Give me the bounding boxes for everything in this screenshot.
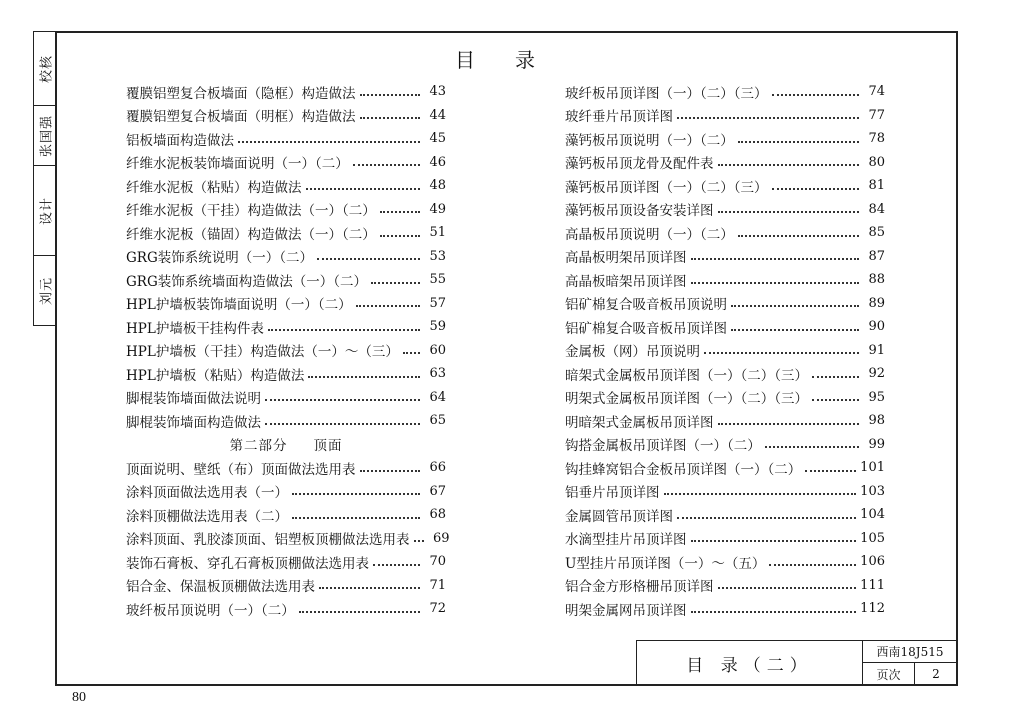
toc-entry-page: 105 xyxy=(860,530,885,546)
toc-entry-page: 53 xyxy=(429,248,446,264)
dot-leader xyxy=(731,305,859,307)
toc-entry xyxy=(565,174,885,198)
dot-leader xyxy=(317,258,420,260)
dot-leader xyxy=(812,399,859,401)
toc-entry-title: 脚棍装饰墙面做法说明 xyxy=(126,391,261,408)
dot-leader xyxy=(373,564,420,566)
toc-entry-page: 92 xyxy=(868,366,885,382)
toc-entry xyxy=(126,127,446,151)
toc-entry xyxy=(126,527,450,551)
dot-leader xyxy=(738,235,859,237)
toc-right-column xyxy=(565,80,885,621)
sidebar-label: 张国强 xyxy=(39,114,54,157)
toc-entry-page: 85 xyxy=(868,225,885,241)
dot-leader xyxy=(691,258,860,260)
toc-entry-page: 89 xyxy=(868,295,885,311)
signature-strip xyxy=(33,31,55,326)
toc-entry-page: 45 xyxy=(429,131,446,147)
toc-entry-page: 44 xyxy=(429,107,446,123)
toc-entry xyxy=(565,245,885,269)
toc-entry xyxy=(126,268,446,292)
toc-entry xyxy=(126,245,446,269)
toc-entry-title: 顶面说明、壁纸（布）顶面做法选用表 xyxy=(126,461,356,478)
toc-entry xyxy=(126,456,446,480)
toc-entry xyxy=(126,104,446,128)
dot-leader xyxy=(356,305,420,307)
dot-leader xyxy=(769,564,856,566)
dot-leader xyxy=(360,117,421,119)
toc-entry xyxy=(565,386,885,410)
toc-entry-title: 纤维水泥板（粘贴）构造做法 xyxy=(126,179,302,196)
title-block-page-value: 2 xyxy=(932,667,940,681)
toc-entry-page: 106 xyxy=(860,554,885,570)
toc-entry-title: 装饰石膏板、穿孔石膏板顶棚做法选用表 xyxy=(126,555,369,572)
dot-leader xyxy=(765,446,859,448)
toc-entry-page: 91 xyxy=(868,342,885,358)
title-block-page-label: 页次 xyxy=(863,663,915,685)
page-title: 目录 xyxy=(455,48,575,72)
toc-entry-title: 覆膜铝塑复合板墙面（明框）构造做法 xyxy=(126,109,356,126)
toc-entry-title: 明架式金属板吊顶详图（一）（二）（三） xyxy=(565,391,808,408)
toc-entry xyxy=(126,80,446,104)
toc-entry-page: 72 xyxy=(429,601,446,617)
dot-leader xyxy=(664,493,857,495)
toc-entry-page: 43 xyxy=(429,84,446,100)
title-block-name: 目 录（二） xyxy=(637,641,863,685)
sidebar-cell-designer-name xyxy=(34,256,55,326)
toc-entry-title: 铝垂片吊顶详图 xyxy=(565,485,660,502)
toc-entry-title: 玻纤板吊顶说明（一）（二） xyxy=(126,602,295,619)
toc-entry-title: 铝合金、保温板顶棚做法选用表 xyxy=(126,579,315,596)
toc-entry-title: 涂料顶棚做法选用表（二） xyxy=(126,508,288,525)
toc-entry-page: 111 xyxy=(860,577,885,593)
toc-entry-title: 金属板（网）吊顶说明 xyxy=(565,344,700,361)
dot-leader xyxy=(265,423,420,425)
sidebar-label: 刘元 xyxy=(39,276,54,306)
toc-entry xyxy=(565,268,885,292)
dot-leader xyxy=(268,329,420,331)
toc-entry-title: 暗架式金属板吊顶详图（一）（二）（三） xyxy=(565,367,808,384)
toc-entry xyxy=(126,409,446,433)
toc-entry-page: 84 xyxy=(868,201,885,217)
title-block xyxy=(636,640,958,686)
toc-entry xyxy=(565,456,885,480)
dot-leader xyxy=(380,211,420,213)
toc-entry-page: 77 xyxy=(868,107,885,123)
toc-entry xyxy=(565,198,885,222)
toc-entry xyxy=(126,362,446,386)
toc-entry-page: 51 xyxy=(429,225,446,241)
toc-entry-title: GRG装饰系统墙面构造做法（一）（二） xyxy=(126,273,367,290)
toc-entry xyxy=(126,480,446,504)
sidebar-label: 设计 xyxy=(39,196,54,225)
toc-entry-page: 63 xyxy=(429,366,446,382)
toc-entry xyxy=(126,315,446,339)
dot-leader xyxy=(360,94,421,96)
toc-entry xyxy=(126,574,446,598)
toc-entry-page: 71 xyxy=(429,577,446,593)
toc-entry xyxy=(565,362,885,386)
toc-entry xyxy=(126,151,446,175)
toc-entry-title: 纤维水泥板（锚固）构造做法（一）（二） xyxy=(126,226,376,243)
toc-entry-title: HPL护墙板干挂构件表 xyxy=(126,320,264,337)
toc-entry-page: 59 xyxy=(429,319,446,335)
toc-entry xyxy=(126,550,446,574)
toc-entry xyxy=(565,574,885,598)
dot-leader xyxy=(805,470,856,472)
toc-entry-page: 87 xyxy=(868,248,885,264)
toc-entry-title: 钩搭金属板吊顶详图（一）（二） xyxy=(565,438,761,455)
toc-entry xyxy=(565,480,885,504)
dot-leader xyxy=(319,587,420,589)
toc-entry-title: 金属圆管吊顶详图 xyxy=(565,508,673,525)
toc-entry xyxy=(126,198,446,222)
dot-leader xyxy=(299,611,420,613)
dot-leader xyxy=(718,164,860,166)
dot-leader xyxy=(353,164,420,166)
toc-entry-page: 78 xyxy=(868,131,885,147)
toc-entry-title: 高晶板明架吊顶详图 xyxy=(565,250,687,267)
toc-entry-title: 藻钙板吊顶详图（一）（二）（三） xyxy=(565,179,768,196)
toc-entry-page: 104 xyxy=(860,507,885,523)
sidebar-label: 校核 xyxy=(39,54,54,83)
toc-left-column xyxy=(126,80,450,621)
toc-entry-title: 明暗架式金属板吊顶详图 xyxy=(565,414,714,431)
toc-entry xyxy=(565,292,885,316)
toc-entry-title: 高晶板暗架吊顶详图 xyxy=(565,273,687,290)
dot-leader xyxy=(718,587,857,589)
toc-entry-title: 明架金属网吊顶详图 xyxy=(565,602,687,619)
dot-leader xyxy=(403,352,420,354)
dot-leader xyxy=(772,188,860,190)
dot-leader xyxy=(772,94,860,96)
dot-leader xyxy=(691,282,860,284)
toc-entry xyxy=(126,386,446,410)
section-title: 顶面 xyxy=(313,438,343,455)
toc-entry-title: 脚棍装饰墙面构造做法 xyxy=(126,414,261,431)
dot-leader xyxy=(718,211,860,213)
toc-entry-title: HPL护墙板（干挂）构造做法（一）～（三） xyxy=(126,344,399,361)
toc-entry-page: 60 xyxy=(429,342,446,358)
toc-entry-page: 98 xyxy=(868,413,885,429)
toc-entry-title: 藻钙板吊顶设备安装详图 xyxy=(565,203,714,220)
dot-leader xyxy=(306,188,421,190)
toc-entry xyxy=(565,127,885,151)
page-number: 80 xyxy=(72,690,86,705)
dot-leader xyxy=(360,470,421,472)
toc-entry-page: 99 xyxy=(868,436,885,452)
toc-entry xyxy=(565,527,885,551)
toc-entry-page: 95 xyxy=(868,389,885,405)
dot-leader xyxy=(738,141,859,143)
sidebar-cell-checker xyxy=(34,32,55,106)
toc-entry-page: 67 xyxy=(429,483,446,499)
dot-leader xyxy=(691,611,857,613)
toc-entry-title: 铝矿棉复合吸音板吊顶说明 xyxy=(565,297,727,314)
toc-entry-title: GRG装饰系统说明（一）（二） xyxy=(126,250,313,267)
dot-leader xyxy=(308,376,420,378)
toc-entry-title: 铝板墙面构造做法 xyxy=(126,132,234,149)
toc-entry xyxy=(126,292,446,316)
toc-entry xyxy=(565,151,885,175)
toc-entry-title: 纤维水泥板（干挂）构造做法（一）（二） xyxy=(126,203,376,220)
dot-leader xyxy=(718,423,860,425)
toc-entry xyxy=(126,503,446,527)
toc-entry-title: 高晶板吊顶说明（一）（二） xyxy=(565,226,734,243)
toc-entry-page: 103 xyxy=(860,483,885,499)
toc-entry-page: 65 xyxy=(429,413,446,429)
toc-entry-page: 46 xyxy=(429,154,446,170)
dot-leader xyxy=(731,329,859,331)
dot-leader xyxy=(812,376,859,378)
toc-entry xyxy=(565,503,885,527)
toc-entry xyxy=(565,550,885,574)
toc-entry-page: 81 xyxy=(868,178,885,194)
toc-entry-page: 48 xyxy=(429,178,446,194)
dot-leader xyxy=(371,282,420,284)
toc-entry-page: 64 xyxy=(429,389,446,405)
toc-entry-title: 藻钙板吊顶龙骨及配件表 xyxy=(565,156,714,173)
toc-entry-page: 80 xyxy=(868,154,885,170)
toc-entry-title: HPL护墙板（粘贴）构造做法 xyxy=(126,367,305,384)
toc-entry xyxy=(565,104,885,128)
toc-entry-title: HPL护墙板装饰墙面说明（一）（二） xyxy=(126,297,352,314)
toc-entry xyxy=(565,339,885,363)
sidebar-cell-checker-name xyxy=(34,106,55,166)
toc-entry xyxy=(565,315,885,339)
toc-entry xyxy=(126,174,446,198)
toc-entry-page: 68 xyxy=(429,507,446,523)
toc-entry-page: 112 xyxy=(860,601,885,617)
toc-entry xyxy=(565,409,885,433)
toc-entry-title: U型挂片吊顶详图（一）～（五） xyxy=(565,555,766,572)
section-number: 第二部分 xyxy=(229,438,288,455)
toc-entry-title: 铝矿棉复合吸音板吊顶详图 xyxy=(565,320,727,337)
toc-entry-page: 69 xyxy=(432,530,450,546)
dot-leader xyxy=(238,141,420,143)
toc-entry xyxy=(126,597,446,621)
toc-entry xyxy=(565,433,885,457)
toc-entry-title: 覆膜铝塑复合板墙面（隐框）构造做法 xyxy=(126,85,356,102)
toc-entry-page: 70 xyxy=(429,554,446,570)
toc-entry-title: 水滴型挂片吊顶详图 xyxy=(565,532,687,549)
dot-leader xyxy=(292,517,420,519)
dot-leader xyxy=(691,540,857,542)
toc-entry-title: 玻纤垂片吊顶详图 xyxy=(565,109,673,126)
toc-entry-page: 90 xyxy=(868,319,885,335)
title-block-code: 西南18J515 xyxy=(863,641,957,663)
toc-section-heading xyxy=(126,433,446,457)
toc-entry xyxy=(126,339,446,363)
toc-entry-title: 藻钙板吊顶说明（一）（二） xyxy=(565,132,734,149)
dot-leader xyxy=(677,517,856,519)
toc-entry-page: 57 xyxy=(429,295,446,311)
toc-entry-page: 49 xyxy=(429,201,446,217)
toc-entry xyxy=(565,221,885,245)
toc-entry-title: 铝合金方形格栅吊顶详图 xyxy=(565,579,714,596)
toc-entry-page: 55 xyxy=(429,272,446,288)
dot-leader xyxy=(380,235,420,237)
dot-leader xyxy=(677,117,859,119)
toc-entry-title: 纤维水泥板装饰墙面说明（一）（二） xyxy=(126,156,349,173)
toc-entry-page: 66 xyxy=(429,460,446,476)
toc-entry-page: 88 xyxy=(868,272,885,288)
toc-entry-page: 101 xyxy=(860,460,885,476)
sidebar-cell-designer xyxy=(34,166,55,256)
toc-entry xyxy=(565,597,885,621)
dot-leader xyxy=(265,399,420,401)
toc-entry xyxy=(565,80,885,104)
toc-entry xyxy=(126,221,446,245)
toc-entry-page: 74 xyxy=(868,84,885,100)
toc-entry-title: 玻纤板吊顶详图（一）（二）（三） xyxy=(565,85,768,102)
dot-leader xyxy=(414,540,424,542)
toc-entry-title: 涂料顶面做法选用表（一） xyxy=(126,485,288,502)
toc-entry-title: 涂料顶面、乳胶漆顶面、铝塑板顶棚做法选用表 xyxy=(126,532,410,549)
toc-entry-title: 钩挂蜂窝铝合金板吊顶详图（一）（二） xyxy=(565,461,802,478)
dot-leader xyxy=(704,352,859,354)
dot-leader xyxy=(292,493,420,495)
